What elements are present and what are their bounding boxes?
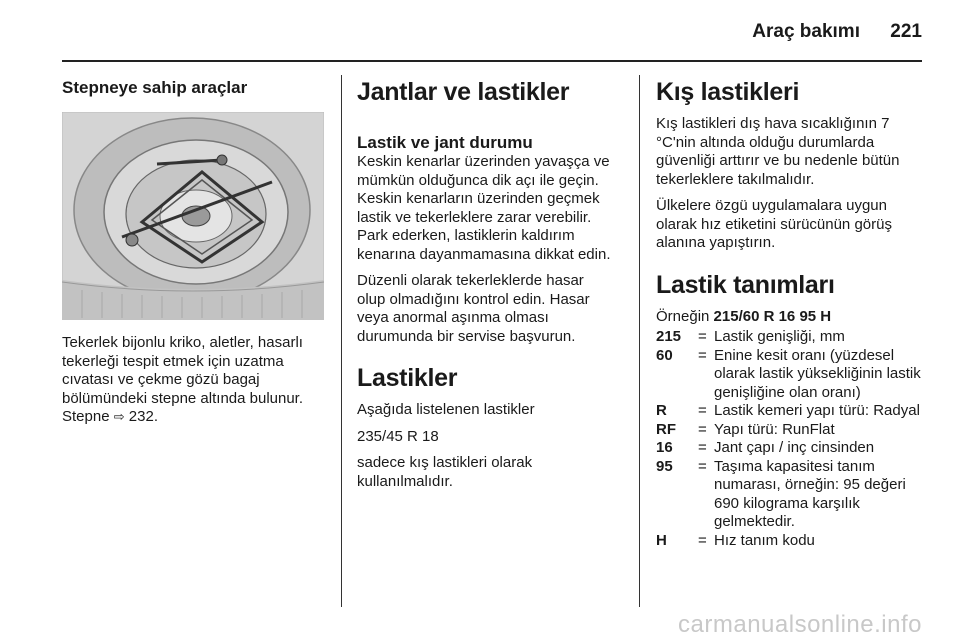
watermark: carmanualsonline.info <box>678 611 922 638</box>
page-number: 221 <box>890 21 922 42</box>
ref-page: 232. <box>128 408 158 425</box>
table-row: H = Hız tanım kodu <box>656 531 815 549</box>
page-header <box>62 0 922 62</box>
table-row: 16 = Jant çapı / inç cinsinden <box>656 439 875 456</box>
jack-location-text: Tekerlek bijonlu kriko, aletler, hasarlı tekerleği tespit etmek için uzatma cıvatası ve çekme gözü bagaj bölümündeki stepne altında bulunur. <box>62 334 304 407</box>
example-value: 215/60 R 16 95 H <box>713 307 832 325</box>
paragraph: Ülkelere özgü uygulamalara uygun olarak hız etiketini sürücünün görüş alanına yapıştırın. <box>656 197 892 251</box>
table-row: RF = Yapı türü: RunFlat <box>656 420 835 438</box>
table-row: 95 = Taşıma kapasitesi tanım numarası, örneğin: 95 değeri 690 kilograma karşılık gelmektedir. <box>656 457 906 530</box>
subheading-tyre-condition: Lastik ve jant durumu <box>357 133 533 152</box>
paragraph: Kış lastikleri dış hava sıcaklığının 7 °C'nin altında olduğu durumlarda güvenliği arttırır ve bu nedenle bütün tekerleklere takılmalıdır. <box>656 115 900 188</box>
paragraph: Keskin kenarlar üzerinden yavaşça ve mümkün olduğunca dik açı ile geçin. Keskin kenarların üzerinden geçmek lastik ve tekerleklere zarar verebilir. Park ederken, lastiklerin kaldırım kenarına dayanmamasına dikkat edin. <box>357 153 611 263</box>
cross-reference <box>62 408 324 427</box>
designation-table <box>656 328 924 550</box>
example-label: Örneğin <box>656 307 710 325</box>
arrow-icon: ⇨ <box>113 409 125 424</box>
spare-wheel-illustration <box>62 112 324 320</box>
paragraph: Aşağıda listelenen lastikler <box>357 401 535 418</box>
chapter-title: Araç bakımı <box>752 21 860 42</box>
heading-tyres: Lastikler <box>357 364 458 392</box>
example-line <box>656 308 924 327</box>
ref-label: Stepne <box>62 408 110 425</box>
column-middle <box>357 78 613 499</box>
tyre-size: 235/45 R 18 <box>357 427 439 445</box>
table-row: 60 = Enine kesit oranı (yüzdesel olarak lastik yüksekliğinin lastik genişliğine olan oranı) <box>656 346 921 401</box>
column-divider <box>639 75 640 607</box>
table-row: R = Lastik kemeri yapı türü: Radyal <box>656 402 920 419</box>
paragraph: sadece kış lastikleri olarak kullanılmalıdır. <box>357 454 533 490</box>
column-left <box>62 78 324 435</box>
heading-winter-tyres: Kış lastikleri <box>656 78 800 106</box>
heading-tyre-designations: Lastik tanımları <box>656 270 835 299</box>
section-title: Stepneye sahip araçlar <box>62 78 248 97</box>
paragraph: Düzenli olarak tekerleklerde hasar olup olmadığını kontrol edin. Hasar veya anormal aşınma olması durumunda bir servise başvurun. <box>357 272 590 345</box>
heading-wheels-tyres: Jantlar ve lastikler <box>357 78 570 106</box>
column-divider <box>341 75 342 607</box>
column-right <box>656 78 924 550</box>
table-row: 215 = Lastik genişliği, mm <box>656 328 845 345</box>
